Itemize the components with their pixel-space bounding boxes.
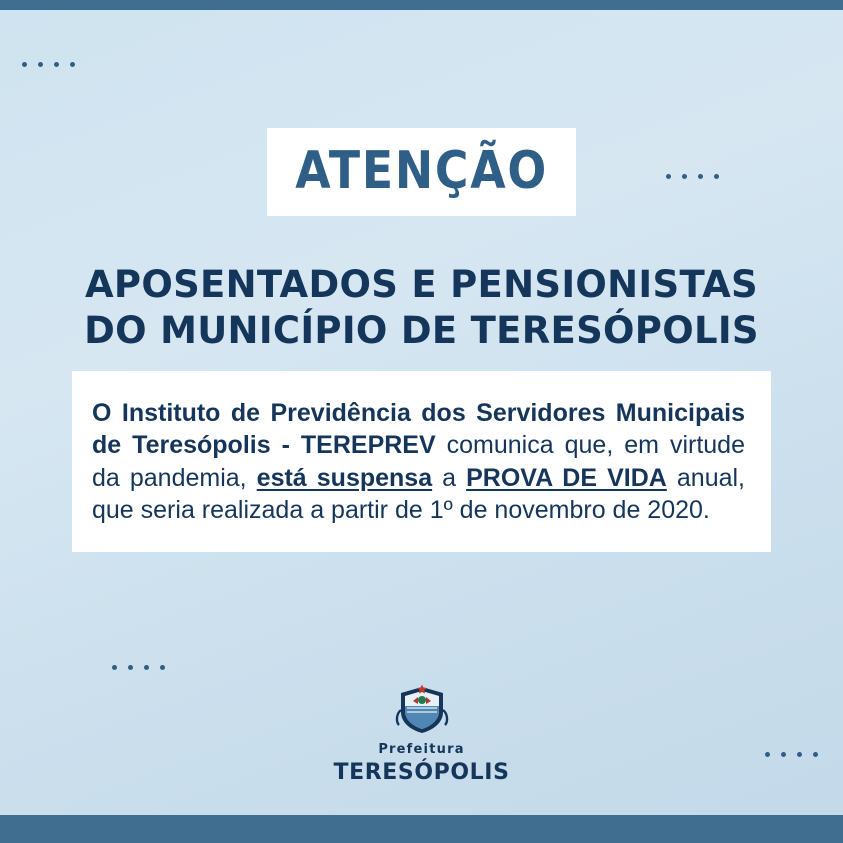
notice-segment-4: a — [432, 463, 467, 492]
brand-line-2: TERESÓPOLIS — [333, 760, 510, 785]
decorative-dots-top-left — [22, 62, 75, 67]
notice-segment-3: está suspensa — [256, 463, 433, 492]
notice-segment-6: anual, que seria realizada a partir de 1º de novembro de 2020. — [92, 463, 745, 524]
bottom-bar — [0, 815, 843, 843]
decorative-dots-bottom-left — [112, 665, 165, 670]
notice-segment-1: O Instituto de Previdência dos Servidores Municipais de Teresópolis - TEREPREV — [92, 399, 745, 460]
brand-line-1: Prefeitura — [378, 742, 465, 757]
brand-block — [0, 684, 843, 785]
notice-card — [72, 371, 771, 552]
coat-of-arms-icon — [393, 684, 451, 736]
attention-badge: ATENÇÃO — [267, 128, 576, 216]
attention-badge-wrap — [0, 128, 843, 216]
page-title — [0, 262, 843, 355]
notice-text — [92, 397, 745, 526]
notice-segment-5: PROVA DE VIDA — [466, 463, 667, 492]
top-bar — [0, 0, 843, 10]
notice-segment-2: comunica que, em virtude da pandemia, — [92, 431, 745, 492]
headline-line-1: APOSENTADOS E PENSIONISTAS — [84, 263, 758, 306]
headline-line-2: DO MUNICÍPIO DE TERESÓPOLIS — [84, 309, 759, 353]
